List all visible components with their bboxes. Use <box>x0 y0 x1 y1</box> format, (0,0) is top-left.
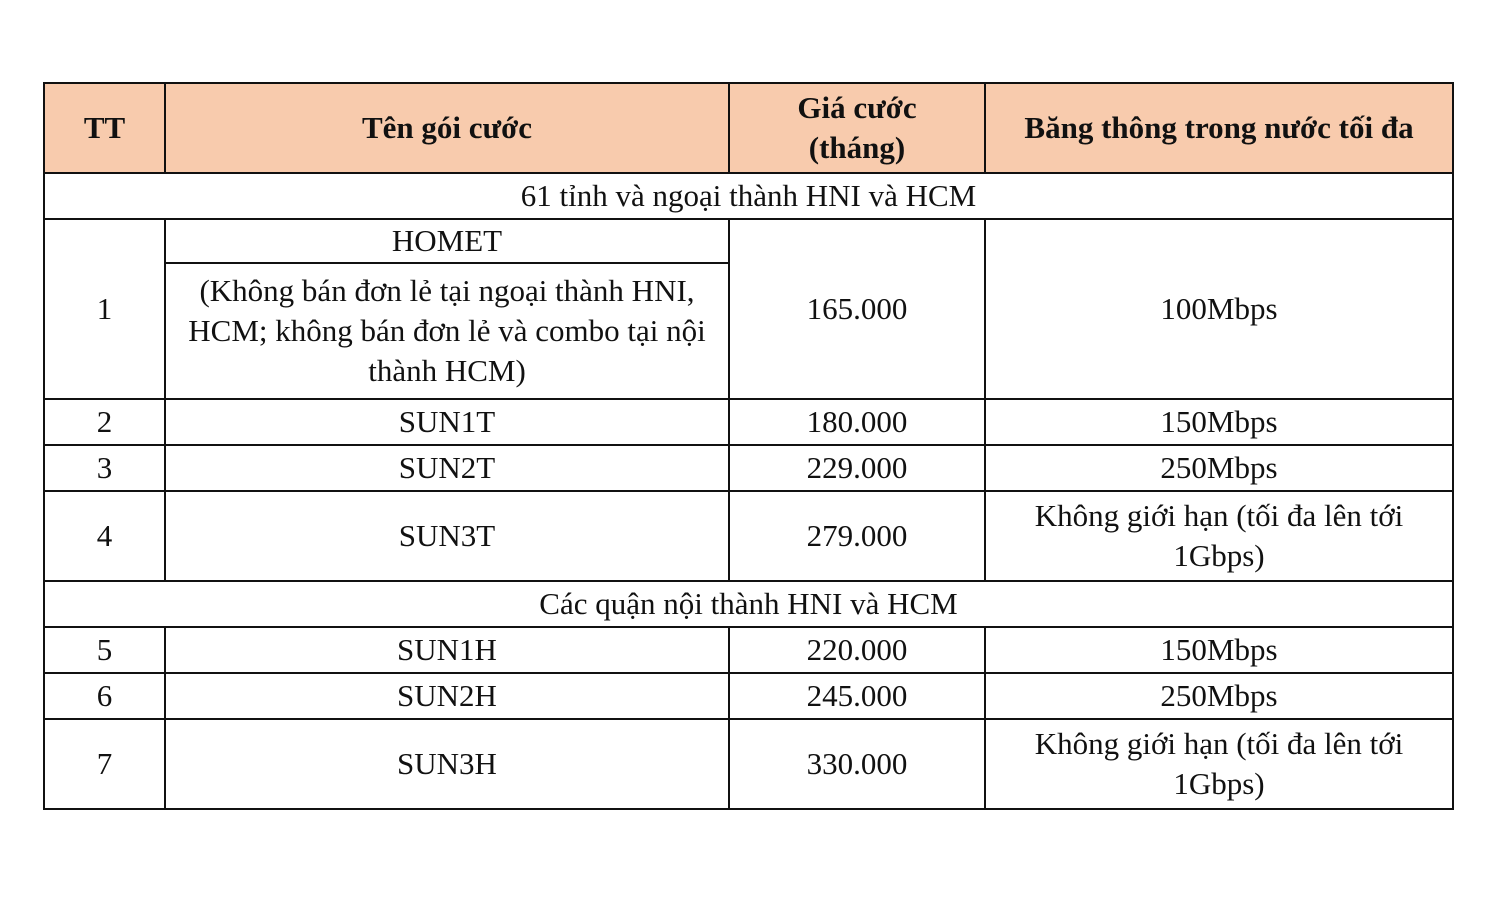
cell-name: SUN2H <box>165 673 729 719</box>
cell-tt: 7 <box>44 719 165 809</box>
cell-name: HOMET <box>165 219 729 263</box>
cell-price: 180.000 <box>729 399 985 445</box>
table-row <box>44 445 1453 491</box>
cell-tt: 5 <box>44 627 165 673</box>
header-row <box>44 83 1453 173</box>
tariff-table <box>43 82 1454 810</box>
group-title: 61 tỉnh và ngoại thành HNI và HCM <box>44 173 1453 219</box>
table-row <box>44 399 1453 445</box>
table-row <box>44 627 1453 673</box>
cell-price: 220.000 <box>729 627 985 673</box>
group-row-inner-districts <box>44 581 1453 627</box>
cell-price: 330.000 <box>729 719 985 809</box>
cell-price: 165.000 <box>729 219 985 399</box>
header-tt: TT <box>44 83 165 173</box>
group-title: Các quận nội thành HNI và HCM <box>44 581 1453 627</box>
table-row <box>44 491 1453 581</box>
cell-name: SUN1H <box>165 627 729 673</box>
table-row <box>44 719 1453 809</box>
cell-bandwidth: Không giới hạn (tối đa lên tới 1Gbps) <box>985 719 1453 809</box>
table-row <box>44 673 1453 719</box>
cell-bandwidth: 150Mbps <box>985 399 1453 445</box>
group-row-provinces <box>44 173 1453 219</box>
header-name: Tên gói cước <box>165 83 729 173</box>
header-price-line1: Giá cước <box>797 90 917 125</box>
cell-name: SUN1T <box>165 399 729 445</box>
cell-name: SUN3T <box>165 491 729 581</box>
cell-price: 229.000 <box>729 445 985 491</box>
cell-tt: 3 <box>44 445 165 491</box>
cell-bandwidth: 100Mbps <box>985 219 1453 399</box>
cell-bandwidth: 250Mbps <box>985 673 1453 719</box>
cell-bandwidth: 250Mbps <box>985 445 1453 491</box>
header-price <box>729 83 985 173</box>
cell-tt: 2 <box>44 399 165 445</box>
header-price-line2: (tháng) <box>808 130 906 165</box>
cell-tt: 6 <box>44 673 165 719</box>
cell-price: 279.000 <box>729 491 985 581</box>
cell-bandwidth: 150Mbps <box>985 627 1453 673</box>
cell-tt: 4 <box>44 491 165 581</box>
cell-bandwidth: Không giới hạn (tối đa lên tới 1Gbps) <box>985 491 1453 581</box>
table-row <box>44 219 1453 263</box>
cell-price: 245.000 <box>729 673 985 719</box>
cell-name: SUN2T <box>165 445 729 491</box>
cell-name: SUN3H <box>165 719 729 809</box>
header-bandwidth: Băng thông trong nước tối đa <box>985 83 1453 173</box>
cell-tt: 1 <box>44 219 165 399</box>
cell-note: (Không bán đơn lẻ tại ngoại thành HNI, HCM; không bán đơn lẻ và combo tại nội thành HCM) <box>165 263 729 399</box>
